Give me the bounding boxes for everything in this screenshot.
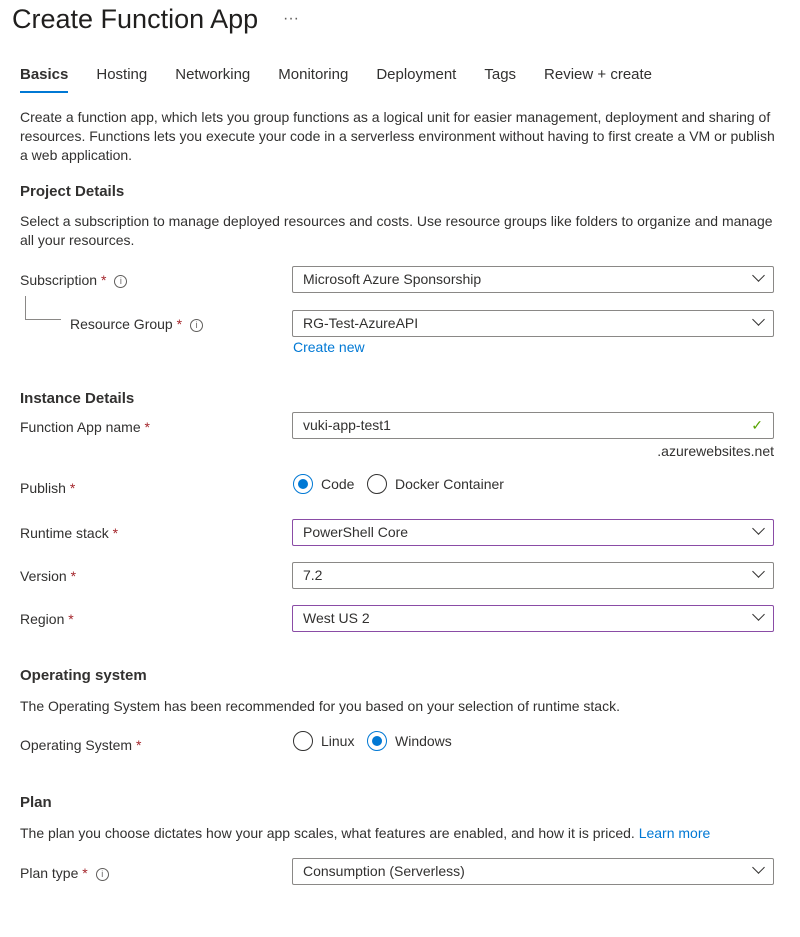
chevron-down-icon — [752, 313, 765, 326]
intro-text: Create a function app, which lets you group functions as a logical unit for easier management, deployment and sharing of resources. Functions lets you execute your code in a serverless environment without having to first create a VM or publish a web application. — [20, 109, 775, 163]
subscription-label — [20, 272, 127, 288]
instance-details-heading: Instance Details — [20, 390, 135, 407]
tab-basics[interactable]: Basics — [20, 66, 68, 93]
required-marker: * — [68, 611, 74, 627]
radio-label: Windows — [395, 733, 452, 749]
tab-tags[interactable]: Tags — [484, 66, 517, 83]
label-text: Function App name — [20, 419, 141, 435]
required-marker: * — [100, 272, 107, 288]
radio-label: Code — [321, 476, 355, 492]
radio-selected-icon — [367, 731, 387, 751]
tab-review-create[interactable]: Review + create — [544, 66, 653, 83]
project-details-heading: Project Details — [20, 183, 125, 200]
required-marker: * — [69, 480, 76, 496]
selected-value: PowerShell Core — [303, 524, 409, 540]
label-text: Resource Group — [70, 316, 173, 332]
chevron-down-icon — [752, 522, 765, 535]
radio-empty-icon — [293, 731, 313, 751]
info-icon[interactable]: i — [190, 319, 203, 332]
tree-connector — [25, 296, 61, 320]
subscription-dropdown[interactable] — [292, 266, 774, 293]
plan-desc — [20, 824, 780, 843]
region-dropdown[interactable] — [292, 605, 774, 632]
function-app-name-input[interactable] — [292, 412, 774, 439]
chevron-down-icon — [752, 861, 765, 874]
operating-system-label — [20, 737, 141, 753]
label-text: Subscription — [20, 272, 98, 288]
required-marker: * — [176, 316, 183, 332]
publish-code-radio[interactable] — [293, 474, 354, 494]
label-text: Region — [20, 611, 65, 627]
input-value: vuki-app-test1 — [303, 417, 391, 433]
info-icon[interactable]: i — [96, 868, 109, 881]
os-windows-radio[interactable] — [367, 731, 452, 751]
publish-docker-radio[interactable] — [367, 474, 504, 494]
required-marker: * — [135, 737, 142, 753]
radio-label: Docker Container — [395, 476, 504, 492]
tab-networking[interactable]: Networking — [175, 66, 251, 83]
tab-deployment[interactable]: Deployment — [376, 66, 457, 83]
selected-value: West US 2 — [303, 610, 370, 626]
required-marker: * — [70, 568, 77, 584]
required-marker: * — [82, 865, 88, 881]
info-icon[interactable]: i — [114, 275, 127, 288]
more-options-button[interactable]: ··· — [283, 10, 299, 27]
label-text: Plan type — [20, 865, 79, 881]
project-details-desc: Select a subscription to manage deployed resources and costs. Use resource groups like folders to organize and manage all your resources. — [20, 213, 773, 248]
required-marker: * — [144, 419, 150, 435]
learn-more-link[interactable]: Learn more — [638, 825, 711, 841]
create-new-link[interactable]: Create new — [293, 339, 365, 355]
radio-empty-icon — [367, 474, 387, 494]
publish-label — [20, 480, 75, 496]
function-app-name-label — [20, 419, 150, 435]
version-label — [20, 568, 76, 584]
checkmark-icon: ✓ — [751, 417, 763, 433]
region-label — [20, 611, 74, 627]
selected-value: Microsoft Azure Sponsorship — [303, 271, 482, 287]
label-text: Version — [20, 568, 67, 584]
plan-desc-text: The plan you choose dictates how your app scales, what features are enabled, and how it is priced. — [20, 825, 635, 841]
tab-hosting[interactable]: Hosting — [96, 66, 148, 83]
operating-system-heading: Operating system — [20, 667, 147, 684]
plan-heading: Plan — [20, 794, 52, 811]
resource-group-label — [70, 316, 203, 332]
label-text: Runtime stack — [20, 525, 109, 541]
selected-value: Consumption (Serverless) — [303, 863, 465, 879]
required-marker: * — [112, 525, 119, 541]
os-linux-radio[interactable] — [293, 731, 354, 751]
version-dropdown[interactable] — [292, 562, 774, 589]
operating-system-desc: The Operating System has been recommended for you based on your selection of runtime stack. — [20, 698, 620, 714]
chevron-down-icon — [752, 565, 765, 578]
tab-monitoring[interactable]: Monitoring — [278, 66, 349, 83]
selected-value: 7.2 — [303, 567, 323, 583]
runtime-stack-label — [20, 525, 118, 541]
chevron-down-icon — [752, 608, 765, 621]
runtime-stack-dropdown[interactable] — [292, 519, 774, 546]
radio-selected-icon — [293, 474, 313, 494]
selected-value: RG-Test-AzureAPI — [303, 315, 419, 331]
radio-label: Linux — [321, 733, 355, 749]
domain-suffix: .azurewebsites.net — [657, 443, 774, 459]
plan-type-label — [20, 865, 109, 881]
resource-group-dropdown[interactable] — [292, 310, 774, 337]
tab-bar — [20, 66, 680, 93]
label-text: Publish — [20, 480, 66, 496]
label-text: Operating System — [20, 737, 133, 753]
chevron-down-icon — [752, 269, 765, 282]
page-title: Create Function App — [12, 4, 259, 34]
plan-type-dropdown[interactable] — [292, 858, 774, 885]
